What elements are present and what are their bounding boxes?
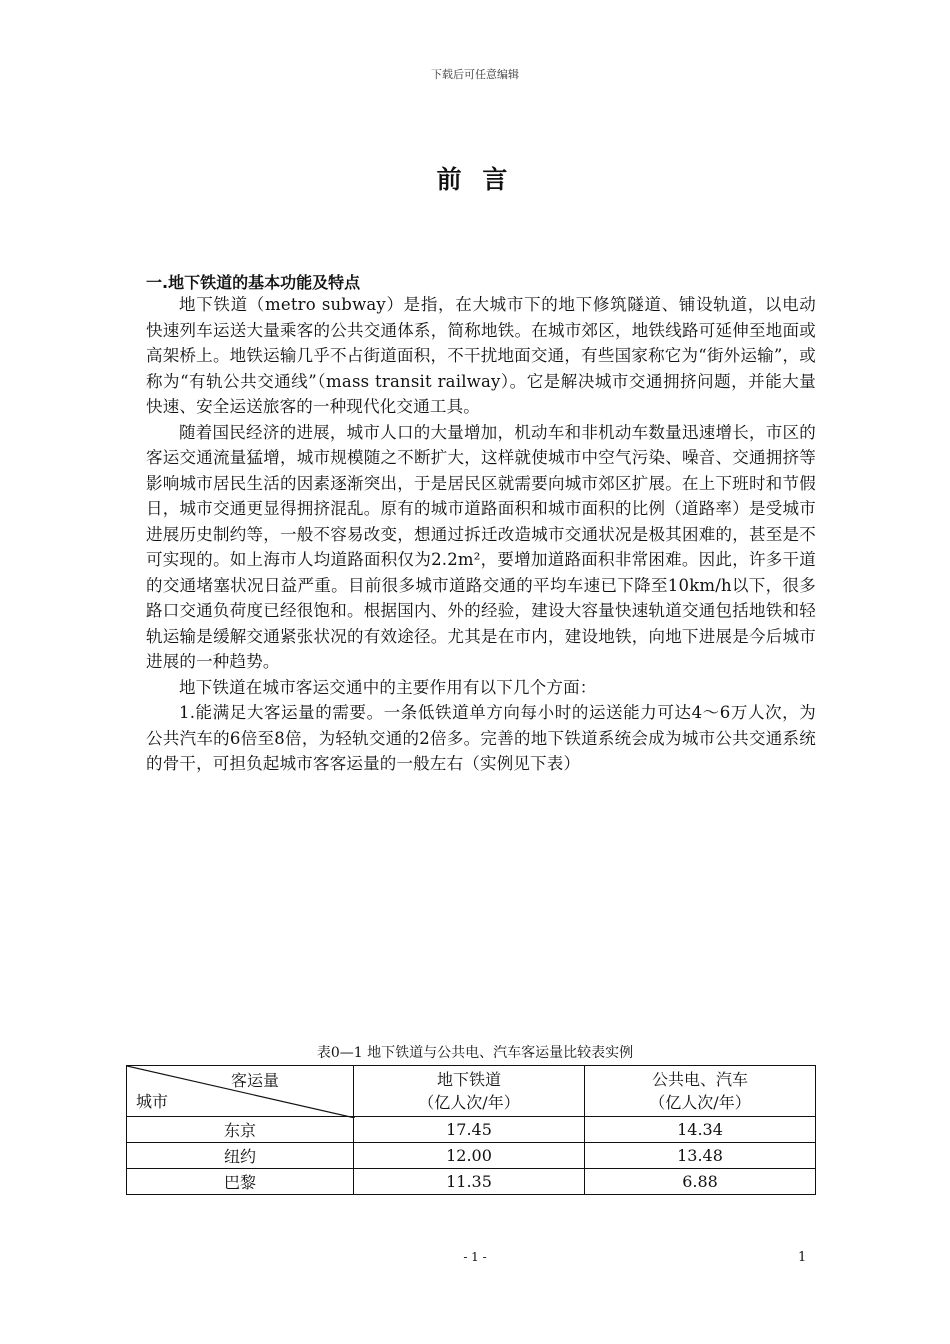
body-text <box>146 292 816 777</box>
paragraph: 地下铁道（metro subway）是指，在大城市下的地下修筑隧道、铺设轨道，以电动快速列车运送大量乘客的公共交通体系，简称地铁。在城市郊区，地铁线路可延伸至地面或高架桥上。地铁运输几乎不占街道面积，不干扰地面交通，有些国家称它为“街外运输”，或称为“有轨公共交通线”（mass transit railway）。它是解决城市交通拥挤问题，并能大量快速、安全运送旅客的一种现代化交通工具。 <box>146 295 816 416</box>
page-number: - 1 - <box>463 1250 487 1264</box>
header-note: 下载后可任意编辑 <box>431 68 519 81</box>
cell-bus: 14.34 <box>585 1117 816 1143</box>
table-header-bus <box>585 1066 816 1117</box>
page-number-right: 1 <box>798 1250 807 1265</box>
comparison-table <box>126 1065 816 1195</box>
corner-top-label: 客运量 <box>231 1071 280 1090</box>
table-caption: 表0—1 地下铁道与公共电、汽车客运量比较表实例 <box>316 1045 634 1061</box>
cell-city: 东京 <box>127 1117 354 1143</box>
section-heading: 一.地下铁道的基本功能及特点 <box>146 273 361 292</box>
paragraph: 地下铁道在城市客运交通中的主要作用有以下几个方面： <box>179 677 597 697</box>
cell-subway: 17.45 <box>354 1117 585 1143</box>
header-line: （亿人次/年） <box>418 1093 520 1112</box>
cell-bus: 13.48 <box>585 1143 816 1169</box>
corner-bottom-label: 城市 <box>136 1092 169 1111</box>
header-line: 地下铁道 <box>436 1070 501 1089</box>
table-header-row <box>127 1066 816 1117</box>
paragraph: 随着国民经济的进展，城市人口的大量增加，机动车和非机动车数量迅速增长，市区的客运交通流量猛增，城市规模随之不断扩大，这样就使城市中空气污染、噪音、交通拥挤等影响城市居民生活的因素逐渐突出，于是居民区就需要向城市郊区扩展。在上下班时和节假日，城市交通更显得拥挤混乱。原有的城市道路面积和城市面积的比例（道路率）是受城市进展历史制约等，一般不容易改变，想通过拆迁改造城市交通状况是极其困难的，甚至是不可实现的。如上海市人均道路面积仅为2.2m²，要增加道路面积非常困难。因此，许多干道的交通堵塞状况日益严重。目前很多城市道路交通的平均车速已下降至10km/h以下，很多路口交通负荷度已经很饱和。根据国内、外的经验，建设大容量快速轨道交通包括地铁和轻轨运输是缓解交通紧张状况的有效途径。尤其是在市内，建设地铁，向地下进展是今后城市进展的一种趋势。 <box>146 422 816 671</box>
cell-city: 巴黎 <box>127 1169 354 1195</box>
cell-subway: 11.35 <box>354 1169 585 1195</box>
table-row <box>127 1143 816 1169</box>
table-header-subway <box>354 1066 585 1117</box>
table-row <box>127 1169 816 1195</box>
table-corner-cell <box>127 1066 354 1117</box>
table-row <box>127 1117 816 1143</box>
cell-subway: 12.00 <box>354 1143 585 1169</box>
cell-city: 纽约 <box>127 1143 354 1169</box>
paragraph: 1.能满足大客运量的需要。一条低铁道单方向每小时的运送能力可达4～6万人次，为公共汽车的6倍至8倍，为轻轨交通的2倍多。完善的地下铁道系统会成为城市公共交通系统的骨干，可担负起城市客客运量的一般左右（实例见下表） <box>146 703 816 773</box>
page-title: 前 言 <box>436 165 514 194</box>
header-line: （亿人次/年） <box>649 1093 751 1112</box>
cell-bus: 6.88 <box>585 1169 816 1195</box>
header-line: 公共电、汽车 <box>651 1070 748 1089</box>
